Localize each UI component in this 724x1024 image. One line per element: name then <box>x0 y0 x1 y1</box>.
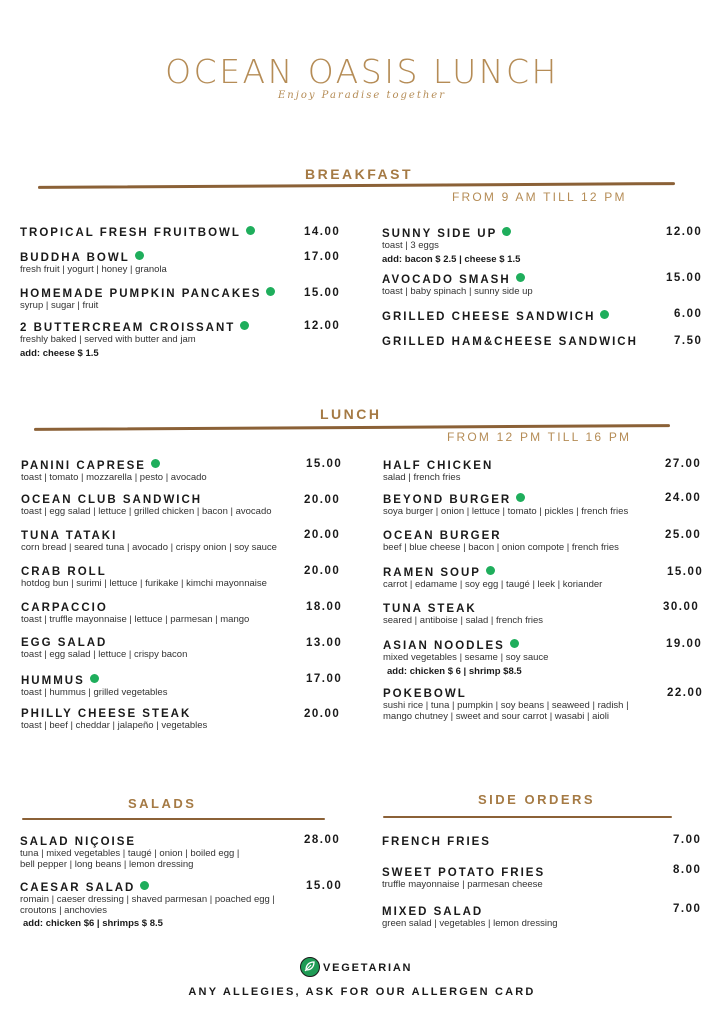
sides-divider <box>383 816 672 818</box>
item-name: TUNA TATAKI <box>21 530 118 542</box>
breakfast-divider <box>38 182 675 189</box>
item-price: 28.00 <box>304 834 341 846</box>
item-name: HUMMUS <box>21 674 167 688</box>
item-description: toast | hummus | grilled vegetables <box>21 687 168 698</box>
item-name: GRILLED CHEESE SANDWICH <box>382 310 609 324</box>
item-price: 20.00 <box>304 708 341 720</box>
vegetarian-dot-icon <box>240 321 249 330</box>
vegetarian-dot-icon <box>600 310 609 319</box>
vegetarian-dot-icon <box>502 227 511 236</box>
item-price: 6.00 <box>674 308 703 320</box>
item-price: 7.00 <box>673 834 702 846</box>
item-name: CRAB ROLL <box>21 566 107 578</box>
vegetarian-dot-icon <box>140 881 149 890</box>
item-price: 20.00 <box>304 494 341 506</box>
item-description: hotdog bun | surimi | lettuce | furikake | kimchi mayonnaise <box>21 578 267 589</box>
item-price: 13.00 <box>306 637 343 649</box>
item-price: 12.00 <box>666 226 703 238</box>
menu-item <box>383 639 548 678</box>
item-name: AVOCADO SMASH <box>382 273 533 287</box>
item-name: ASIAN NOODLES <box>383 639 548 653</box>
item-name: CARPACCIO <box>21 602 108 614</box>
item-name: MIXED SALAD <box>382 906 484 918</box>
item-name: SALAD NIÇOISE <box>20 836 137 848</box>
item-description: salad | french fries <box>383 472 461 483</box>
item-description: mixed vegetables | sesame | soy sauce <box>383 652 549 663</box>
menu-item <box>382 336 638 349</box>
item-price: 18.00 <box>306 601 343 613</box>
item-description: toast | tomato | mozzarella | pesto | avocado <box>21 472 207 483</box>
item-price: 15.00 <box>306 458 343 470</box>
menu-item <box>20 226 255 240</box>
item-price: 17.00 <box>304 251 341 263</box>
item-addon: add: chicken $6 | shrimps $ 8.5 <box>23 918 163 929</box>
menu-item <box>21 674 167 699</box>
item-name: PHILLY CHEESE STEAK <box>21 708 192 720</box>
vegetarian-dot-icon <box>516 273 525 282</box>
salads-section-title: SALADS <box>128 796 197 811</box>
menu-item <box>21 566 267 590</box>
lunch-section-title: LUNCH <box>320 406 382 422</box>
menu-item <box>21 708 207 732</box>
vegetarian-dot-icon <box>486 566 495 575</box>
item-description: toast | baby spinach | sunny side up <box>382 286 533 297</box>
item-name: GRILLED HAM&CHEESE SANDWICH <box>382 336 638 348</box>
item-name: 2 BUTTERCREAM CROISSANT <box>20 321 249 335</box>
item-price: 15.00 <box>667 566 704 578</box>
item-price: 7.50 <box>674 335 703 347</box>
item-addon: add: bacon $ 2.5 | cheese $ 1.5 <box>382 253 521 265</box>
item-price: 24.00 <box>665 492 702 504</box>
item-price: 7.00 <box>673 903 702 915</box>
item-name: HOMEMADE PUMPKIN PANCAKES <box>20 287 275 301</box>
menu-item <box>383 493 628 518</box>
item-name: EGG SALAD <box>21 637 108 649</box>
item-price: 15.00 <box>666 272 703 284</box>
lunch-hours: FROM 12 PM TILL 16 PM <box>447 430 632 444</box>
item-price: 17.00 <box>306 673 343 685</box>
vegetarian-dot-icon <box>266 287 275 296</box>
item-description: toast | egg salad | lettuce | crispy bacon <box>21 649 188 660</box>
item-name: RAMEN SOUP <box>383 566 602 580</box>
sides-section-title: SIDE ORDERS <box>478 792 596 807</box>
item-description: bell pepper | long beans | lemon dressing <box>20 858 194 870</box>
menu-item <box>382 867 545 891</box>
item-description: truffle mayonnaise | parmesan cheese <box>382 879 543 890</box>
item-description: romain | caeser dressing | shaved parmesan | poached egg | <box>20 894 275 905</box>
item-description: toast | truffle mayonnaise | lettuce | parmesan | mango <box>21 614 250 625</box>
menu-item <box>21 494 272 518</box>
breakfast-hours: FROM 9 AM TILL 12 PM <box>452 190 627 204</box>
menu-item <box>382 836 491 849</box>
item-description: seared | antiboise | salad | french fries <box>383 615 544 626</box>
item-price: 12.00 <box>304 320 341 332</box>
menu-item <box>20 836 239 870</box>
item-description: mango chutney | sweet and sour carrot | wasabi | aioli <box>383 710 610 722</box>
item-price: 22.00 <box>667 687 704 699</box>
item-price: 19.00 <box>666 638 703 650</box>
item-name: FRENCH FRIES <box>382 836 491 848</box>
item-description: toast | 3 eggs <box>382 240 439 251</box>
menu-item <box>382 906 558 930</box>
menu-item <box>20 881 275 930</box>
menu-item <box>382 273 533 298</box>
allergen-note: ANY ALLEGIES, ASK FOR OUR ALLERGEN CARD <box>188 986 536 998</box>
menu-tagline: Enjoy Paradise together <box>277 90 447 101</box>
menu-item <box>383 566 602 591</box>
item-description: corn bread | seared tuna | avocado | crispy onion | soy sauce <box>21 542 277 553</box>
item-name: OCEAN BURGER <box>383 530 502 542</box>
item-description: toast | beef | cheddar | jalapeño | vegetables <box>21 720 208 731</box>
item-price: 15.00 <box>304 287 341 299</box>
menu-item <box>20 321 249 360</box>
item-description: green salad | vegetables | lemon dressing <box>382 918 558 929</box>
item-description: croutons | anchovies <box>20 904 107 916</box>
menu-item <box>382 227 520 266</box>
menu-item <box>21 459 207 484</box>
item-price: 8.00 <box>673 864 702 876</box>
item-addon: add: cheese $ 1.5 <box>20 347 99 359</box>
item-name: POKEBOWL <box>383 688 467 700</box>
vegetarian-dot-icon <box>516 493 525 502</box>
item-name: BUDDHA BOWL <box>20 251 167 265</box>
menu-item <box>383 460 493 484</box>
item-description: toast | egg salad | lettuce | grilled chicken | bacon | avocado <box>21 506 272 517</box>
breakfast-section-title: BREAKFAST <box>305 166 414 182</box>
item-description: carrot | edamame | soy egg | taugé | leek | koriander <box>383 579 603 590</box>
vegetarian-dot-icon <box>246 226 255 235</box>
item-price: 20.00 <box>304 529 341 541</box>
menu-item <box>382 310 609 324</box>
item-name: SWEET POTATO FRIES <box>382 867 546 879</box>
menu-item <box>20 251 167 276</box>
vegetarian-dot-icon <box>135 251 144 260</box>
item-name: BEYOND BURGER <box>383 493 628 507</box>
menu-item <box>383 530 619 554</box>
item-price: 27.00 <box>665 458 702 470</box>
item-price: 14.00 <box>304 226 341 238</box>
vegetarian-dot-icon <box>510 639 519 648</box>
menu-item <box>21 530 277 554</box>
menu-item <box>21 602 249 626</box>
item-addon: add: chicken $ 6 | shrimp $8.5 <box>387 665 522 677</box>
item-description: tuna | mixed vegetables | taugé | onion | boiled egg | <box>20 848 240 859</box>
vegetarian-legend: VEGETARIAN <box>323 962 413 974</box>
item-price: 20.00 <box>304 565 341 577</box>
item-name: TUNA STEAK <box>383 603 477 615</box>
leaf-icon <box>300 957 320 977</box>
item-price: 25.00 <box>665 529 702 541</box>
item-name: CAESAR SALAD <box>20 881 275 895</box>
vegetarian-dot-icon <box>90 674 99 683</box>
item-description: syrup | sugar | fruit <box>20 300 99 311</box>
item-name: PANINI CAPRESE <box>21 459 207 473</box>
item-name: SUNNY SIDE UP <box>382 227 520 241</box>
item-description: beef | blue cheese | bacon | onion compote | french fries <box>383 542 619 553</box>
item-price: 15.00 <box>306 880 343 892</box>
item-description: sushi rice | tuna | pumpkin | soy beans | seaweed | radish | <box>383 700 629 711</box>
vegetarian-dot-icon <box>151 459 160 468</box>
item-description: freshly baked | served with butter and jam <box>20 334 196 345</box>
menu-item <box>383 688 629 722</box>
menu-item <box>20 287 275 312</box>
menu-item <box>21 637 187 661</box>
item-name: OCEAN CLUB SANDWICH <box>21 494 203 506</box>
item-price: 30.00 <box>663 601 700 613</box>
item-name: TROPICAL FRESH FRUITBOWL <box>20 226 255 240</box>
salads-divider <box>22 818 325 820</box>
item-name: HALF CHICKEN <box>383 460 494 472</box>
item-description: soya burger | onion | lettuce | tomato | pickles | french fries <box>383 506 629 517</box>
item-description: fresh fruit | yogurt | honey | granola <box>20 264 167 275</box>
menu-title: OCEAN OASIS LUNCH <box>165 52 559 91</box>
menu-item <box>383 603 543 627</box>
